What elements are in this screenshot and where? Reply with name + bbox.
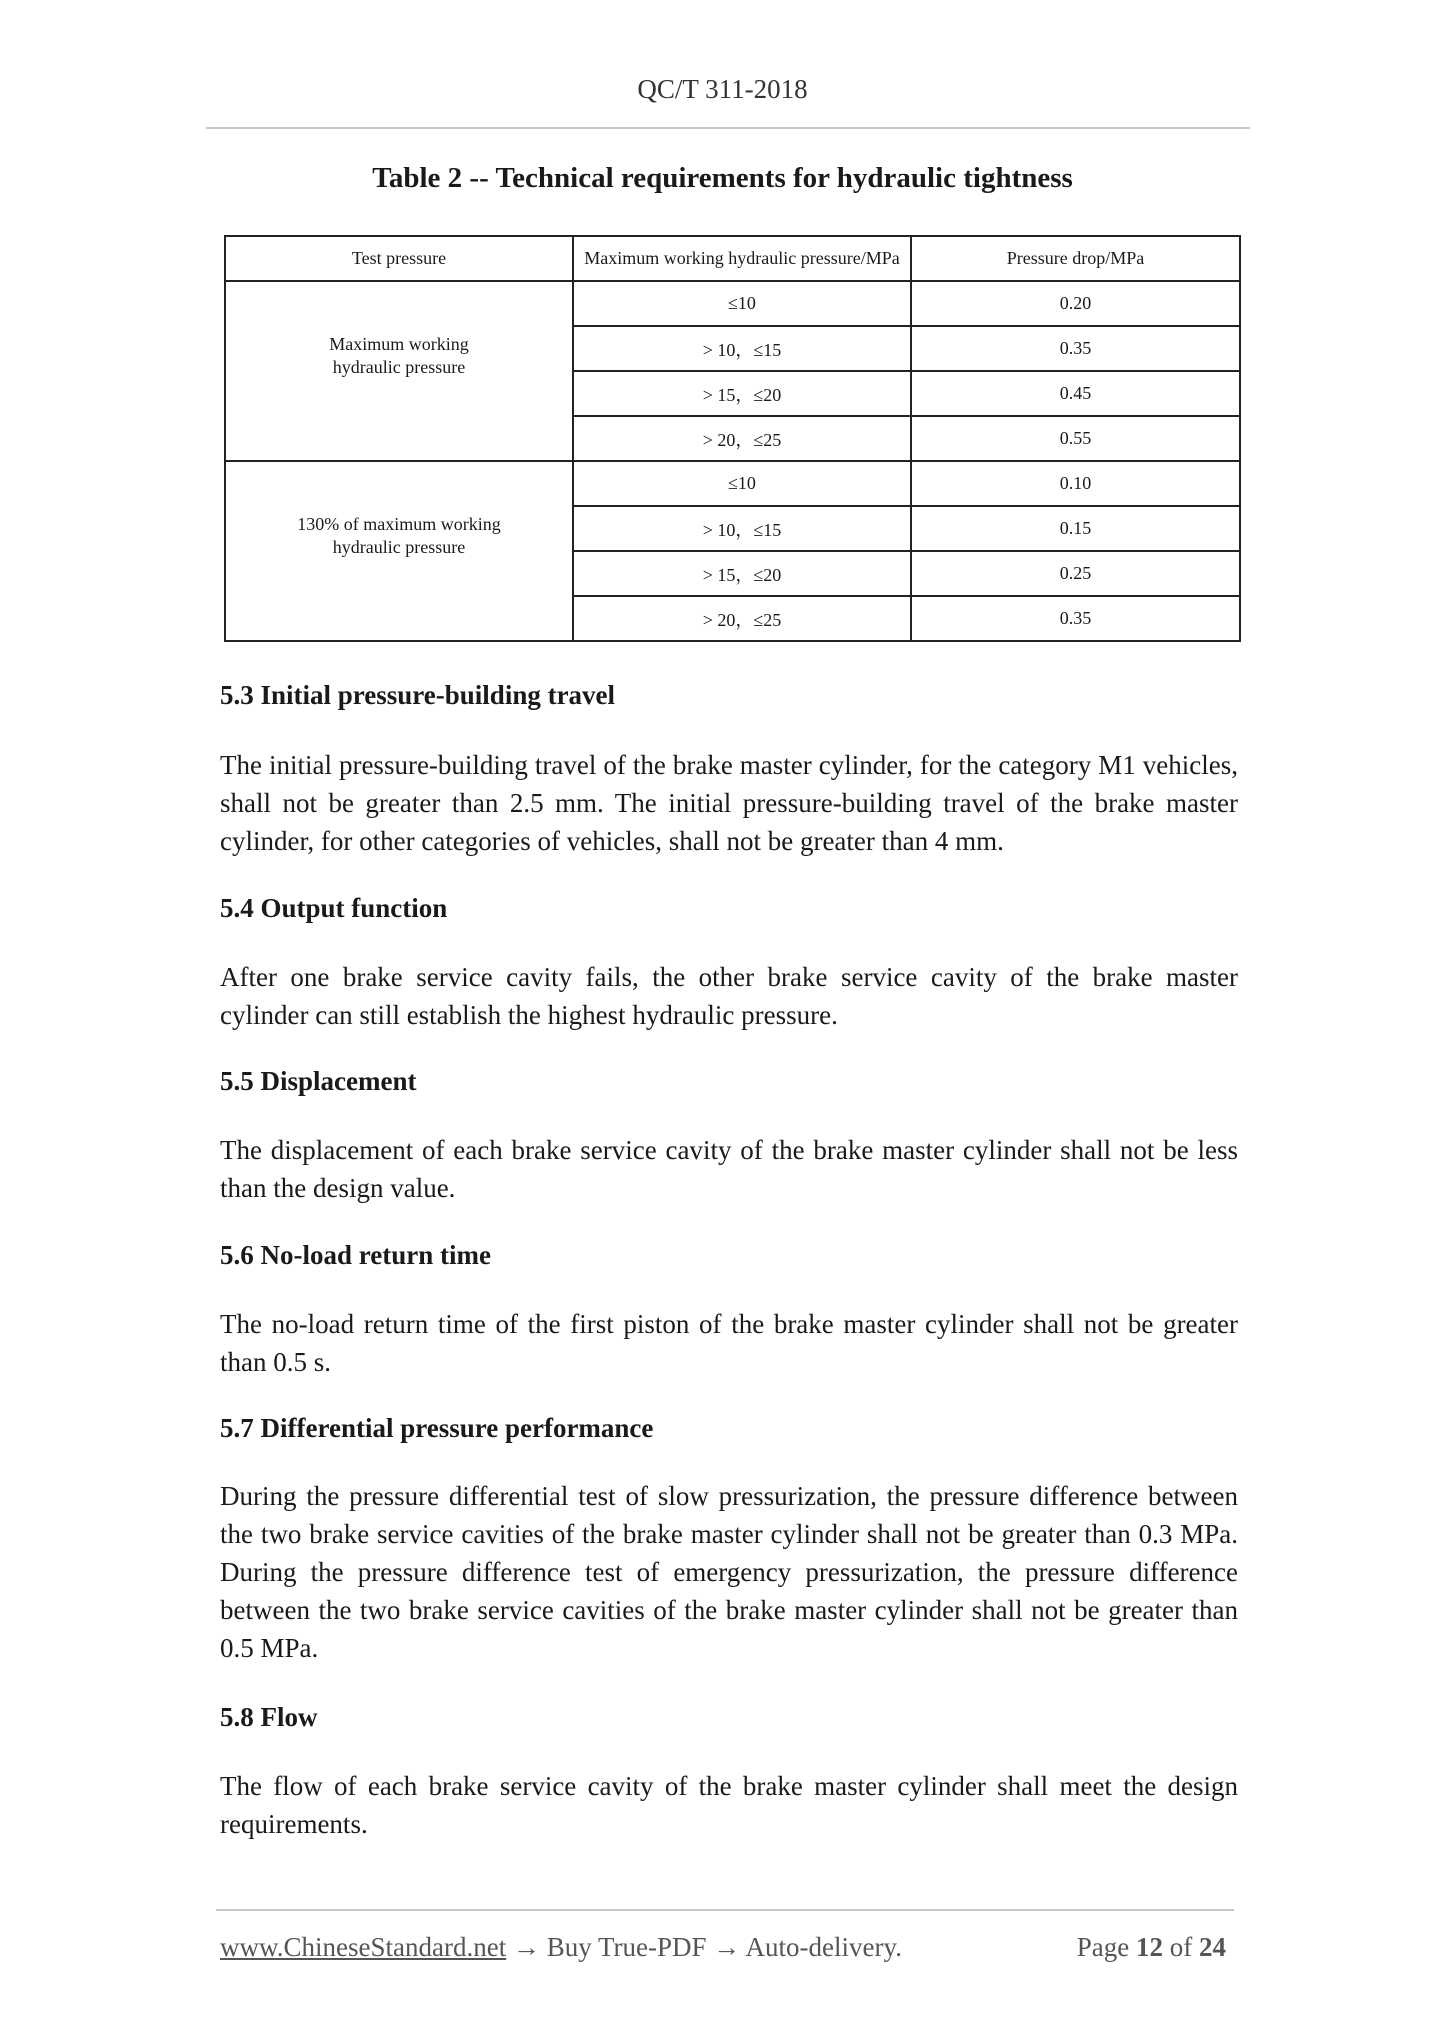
- header-divider: [206, 127, 1250, 129]
- pressure-range-cell: > 10，≤15: [573, 326, 911, 371]
- website-link[interactable]: www.ChineseStandard.net: [220, 1932, 507, 1962]
- pressure-drop-cell: 0.15: [911, 506, 1240, 551]
- pressure-drop-cell: 0.35: [911, 326, 1240, 371]
- pressure-range-cell: ≤10: [573, 281, 911, 326]
- footer-tagline: → Buy True-PDF → Auto-delivery.: [506, 1932, 902, 1962]
- page-word: Page: [1076, 1932, 1130, 1962]
- pressure-drop-cell: 0.20: [911, 281, 1240, 326]
- table-row: [225, 281, 1240, 326]
- pressure-range-cell: ≤10: [573, 461, 911, 506]
- table-header-row: [225, 236, 1240, 281]
- pressure-drop-cell: 0.55: [911, 416, 1240, 461]
- column-header: Maximum working hydraulic pressure/MPa: [573, 236, 911, 281]
- section-paragraph: During the pressure differential test of slow pressurization, the pressure difference between the two brake service cavities of the brake master cylinder shall not be greater than 0.3 MPa. During the pressure difference test of emergency pressurization, the pressure difference between the two brake service cavities of the brake master cylinder shall not be greater than 0.5 MPa.: [220, 1481, 1238, 1663]
- group-label: Maximum working: [329, 334, 469, 354]
- of-word: of: [1169, 1932, 1193, 1962]
- pressure-drop-cell: 0.45: [911, 371, 1240, 416]
- section-paragraph: The flow of each brake service cavity of the brake master cylinder shall meet the design requirements.: [220, 1771, 1238, 1839]
- section-heading: 5.7 Differential pressure performance: [220, 1413, 654, 1443]
- table-row: [225, 461, 1240, 506]
- page-number: 12: [1136, 1932, 1163, 1962]
- section-heading: 5.6 No-load return time: [220, 1240, 491, 1270]
- section-paragraph: After one brake service cavity fails, the other brake service cavity of the brake master cylinder can still establish the highest hydraulic pressure.: [220, 962, 1238, 1030]
- pressure-range-cell: > 15，≤20: [573, 551, 911, 596]
- pressure-drop-cell: 0.35: [911, 596, 1240, 641]
- test-pressure-group-cell: [225, 461, 573, 641]
- pressure-drop-cell: 0.10: [911, 461, 1240, 506]
- column-header: Test pressure: [225, 236, 573, 281]
- page-footer: [220, 1932, 1234, 1963]
- section-paragraph: The displacement of each brake service cavity of the brake master cylinder shall not be less than the design value.: [220, 1135, 1238, 1203]
- group-label: 130% of maximum working: [297, 514, 501, 534]
- column-header: Pressure drop/MPa: [911, 236, 1240, 281]
- group-label: hydraulic pressure: [332, 537, 466, 557]
- section-heading: 5.3 Initial pressure-building travel: [220, 680, 616, 710]
- section-paragraph: The initial pressure-building travel of the brake master cylinder, for the category M1 vehicles, shall not be greater than 2.5 mm. The initial pressure-building travel of the brake master cylinder, for other categories of vehicles, shall not be greater than 4 mm.: [220, 750, 1238, 856]
- document-code: QC/T 311-2018: [637, 74, 808, 104]
- section-heading: 5.4 Output function: [220, 893, 448, 923]
- page-indicator: [1077, 1932, 1226, 1963]
- pressure-drop-cell: 0.25: [911, 551, 1240, 596]
- section-paragraph: The no-load return time of the first piston of the brake master cylinder shall not be greater than 0.5 s.: [220, 1309, 1238, 1377]
- section-heading: 5.8 Flow: [220, 1702, 318, 1732]
- pressure-range-cell: > 20，≤25: [573, 416, 911, 461]
- hydraulic-tightness-table: [224, 235, 1241, 642]
- group-label: hydraulic pressure: [332, 357, 466, 377]
- page-total: 24: [1199, 1932, 1226, 1962]
- pressure-range-cell: > 15，≤20: [573, 371, 911, 416]
- section-heading: 5.5 Displacement: [220, 1066, 417, 1096]
- table-title: Table 2 -- Technical requirements for hydraulic tightness: [372, 162, 1073, 194]
- footer-divider: [216, 1909, 1234, 1911]
- test-pressure-group-cell: [225, 281, 573, 461]
- pressure-range-cell: > 20，≤25: [573, 596, 911, 641]
- pressure-range-cell: > 10，≤15: [573, 506, 911, 551]
